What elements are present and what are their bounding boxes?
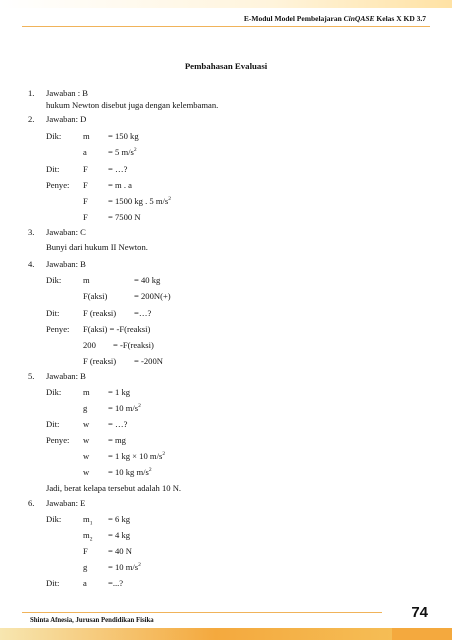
footer-decoration-block (392, 628, 452, 640)
page-title: Pembahasan Evaluasi (184, 61, 268, 71)
header-decoration (0, 0, 452, 8)
footer-author: Shinta Afnesia, Jurusan Pendidikan Fisika (30, 617, 154, 624)
header-divider (22, 26, 430, 27)
page-number: 74 (411, 604, 428, 621)
footer-decoration-bar (0, 628, 392, 640)
footer-divider (22, 612, 382, 613)
header-title: E-Modul Model Pembelajaran CinQASE Kelas X KD 3.7 (243, 14, 426, 23)
